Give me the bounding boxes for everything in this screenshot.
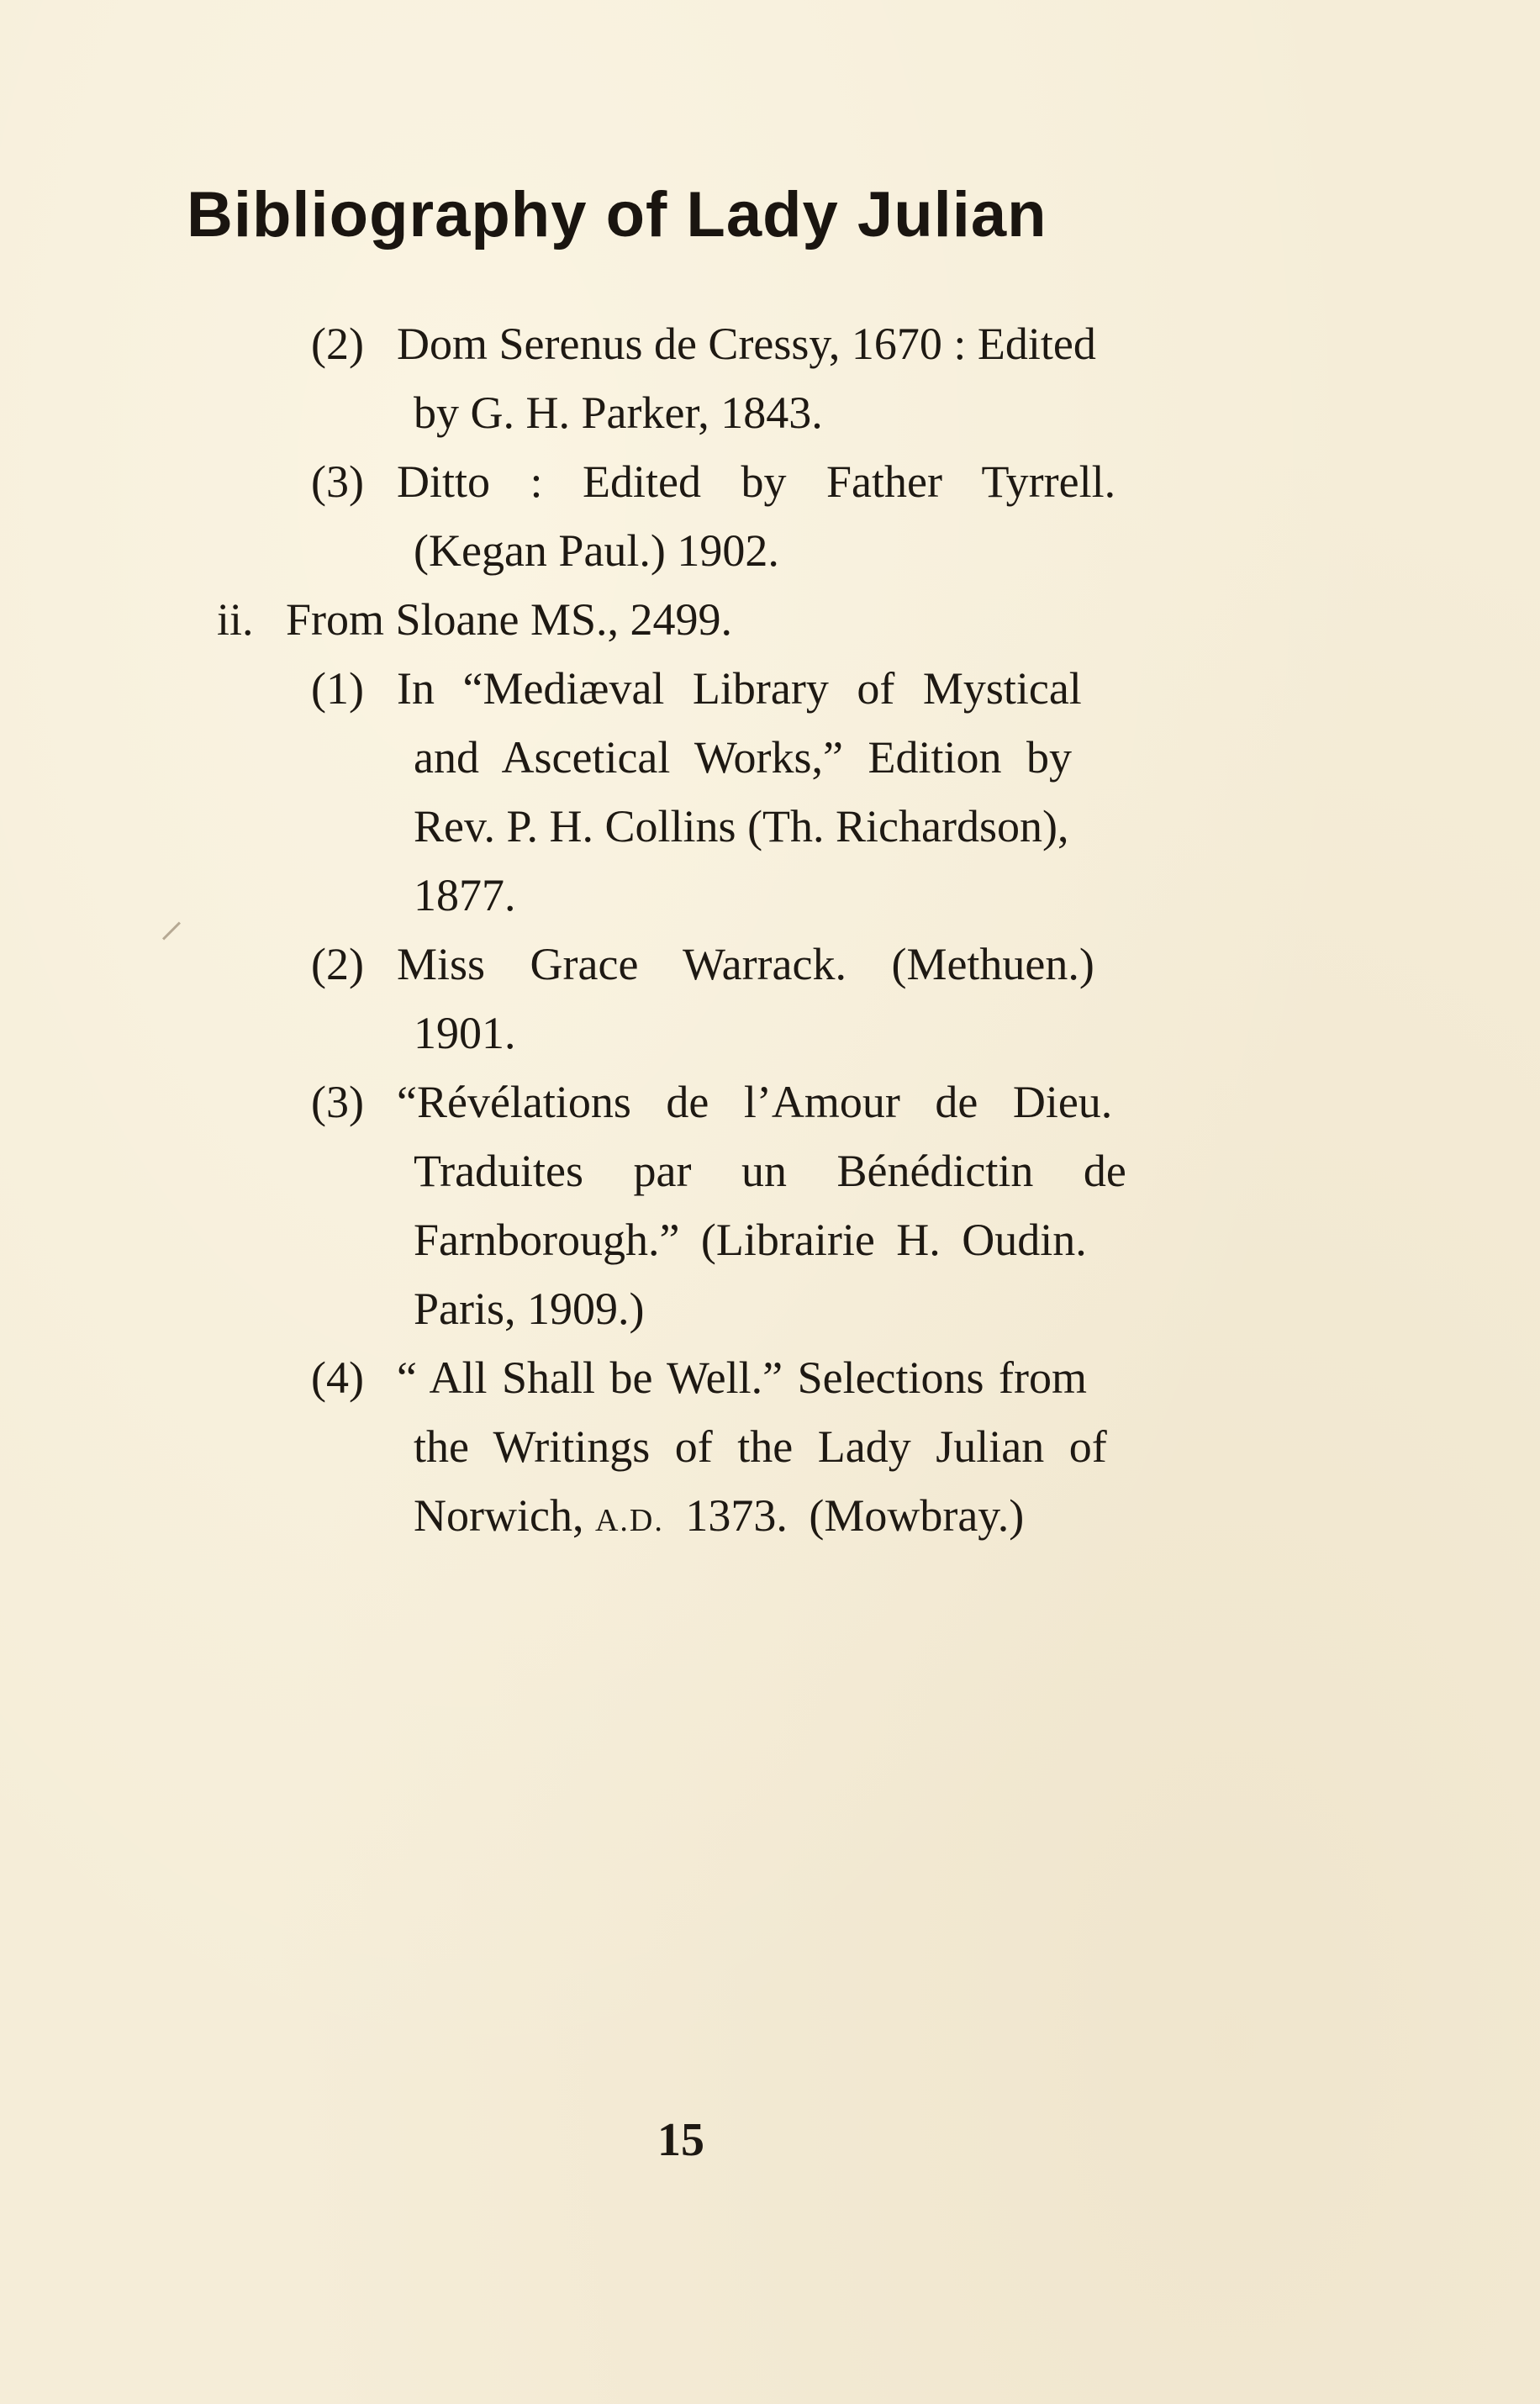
entry-label: (3)	[311, 1077, 364, 1127]
bibliography-entry	[311, 447, 1115, 516]
bibliography-section	[217, 585, 732, 654]
entry-continuation: the Writings of the Lady Julian of	[414, 1421, 1107, 1472]
entry-continuation: (Kegan Paul.) 1902.	[414, 525, 779, 576]
last-line-suffix: 1373. (Mowbray.)	[663, 1490, 1025, 1541]
entry-continuation: 1877.	[414, 870, 516, 920]
entry-continuation: Rev. P. H. Collins (Th. Richardson),	[414, 801, 1069, 851]
bibliography-entry	[311, 1343, 1087, 1412]
pencil-mark	[162, 922, 181, 941]
entry-label: (1)	[311, 663, 364, 714]
bibliography-entry	[311, 654, 1082, 723]
entry-continuation: 1901.	[414, 1008, 516, 1058]
entry-text: In “Mediæval Library of Mystical	[397, 663, 1082, 714]
entry-text: Miss Grace Warrack. (Methuen.)	[397, 939, 1094, 989]
page-number: 15	[657, 2114, 704, 2166]
page-title: Bibliography of Lady Julian	[187, 179, 1047, 250]
entry-text: Dom Serenus de Cressy, 1670 : Edited	[397, 319, 1096, 369]
last-line-prefix: Norwich,	[414, 1490, 595, 1541]
entry-continuation-last	[414, 1481, 1024, 1555]
entry-text: “Révélations de l’Amour de Dieu.	[397, 1077, 1113, 1127]
entry-continuation: and Ascetical Works,” Edition by	[414, 732, 1073, 783]
entry-continuation: Paris, 1909.)	[414, 1284, 645, 1334]
entry-continuation: Farnborough.” (Librairie H. Oudin.	[414, 1215, 1087, 1265]
entry-line	[397, 309, 1244, 378]
entry-continuation: Traduites par un Bénédictin de	[414, 1146, 1126, 1196]
bibliography-entry	[311, 930, 1094, 999]
entry-label: (3)	[311, 456, 364, 507]
era-abbreviation: A.D.	[594, 1503, 664, 1538]
section-label: ii.	[217, 594, 254, 645]
entry-label: (2)	[311, 319, 364, 369]
bibliography-entry	[311, 309, 1244, 378]
bibliography-entry	[311, 1068, 1112, 1136]
entry-label: (2)	[311, 939, 364, 989]
entry-text: “ All Shall be Well.” Selections from	[397, 1352, 1088, 1403]
entry-continuation: by G. H. Parker, 1843.	[414, 387, 823, 438]
section-text: From Sloane MS., 2499.	[286, 594, 733, 645]
entry-text: Ditto : Edited by Father Tyrrell.	[397, 456, 1116, 507]
entry-label: (4)	[311, 1352, 364, 1403]
